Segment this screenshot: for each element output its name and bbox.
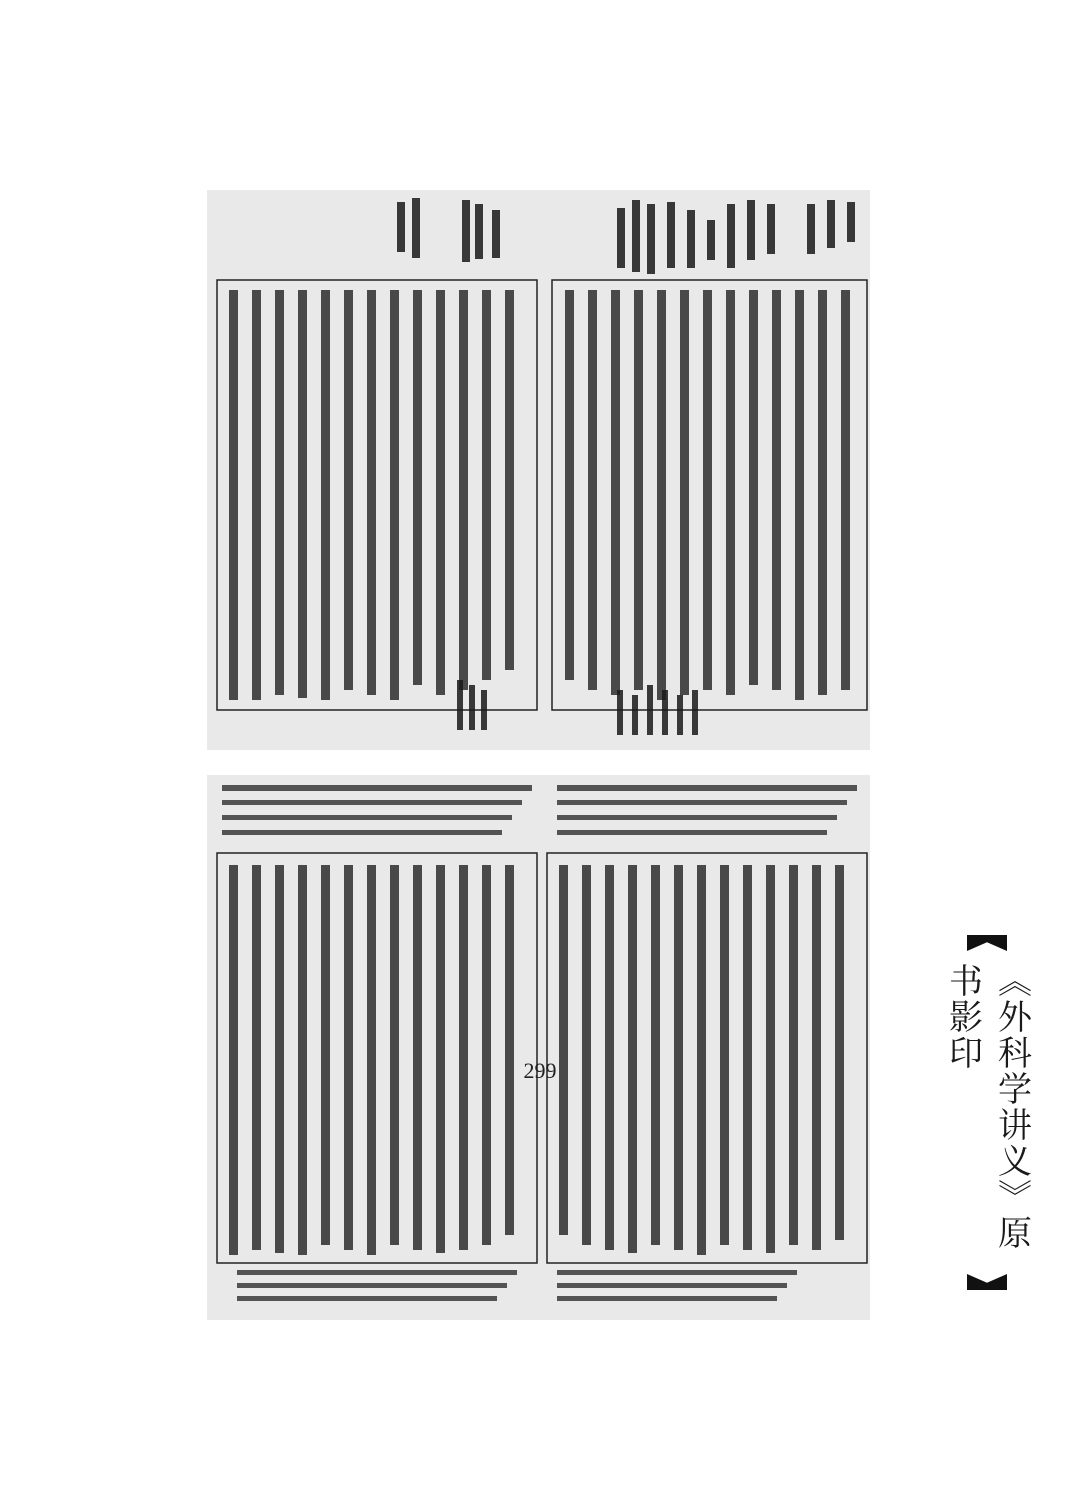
side-label-top-bar — [967, 935, 1007, 951]
manuscript-scan-bottom — [207, 775, 870, 1320]
manuscript-scan-top-image — [207, 190, 870, 750]
manuscript-scan-bottom-image — [207, 775, 870, 1320]
side-label-title: 《外科学讲义》原书影印 — [942, 963, 1032, 1251]
side-label — [942, 935, 1032, 1290]
manuscript-scan-top — [207, 190, 870, 750]
side-label-bottom-bar — [967, 1274, 1007, 1290]
page-number: 299 — [523, 1058, 557, 1083]
